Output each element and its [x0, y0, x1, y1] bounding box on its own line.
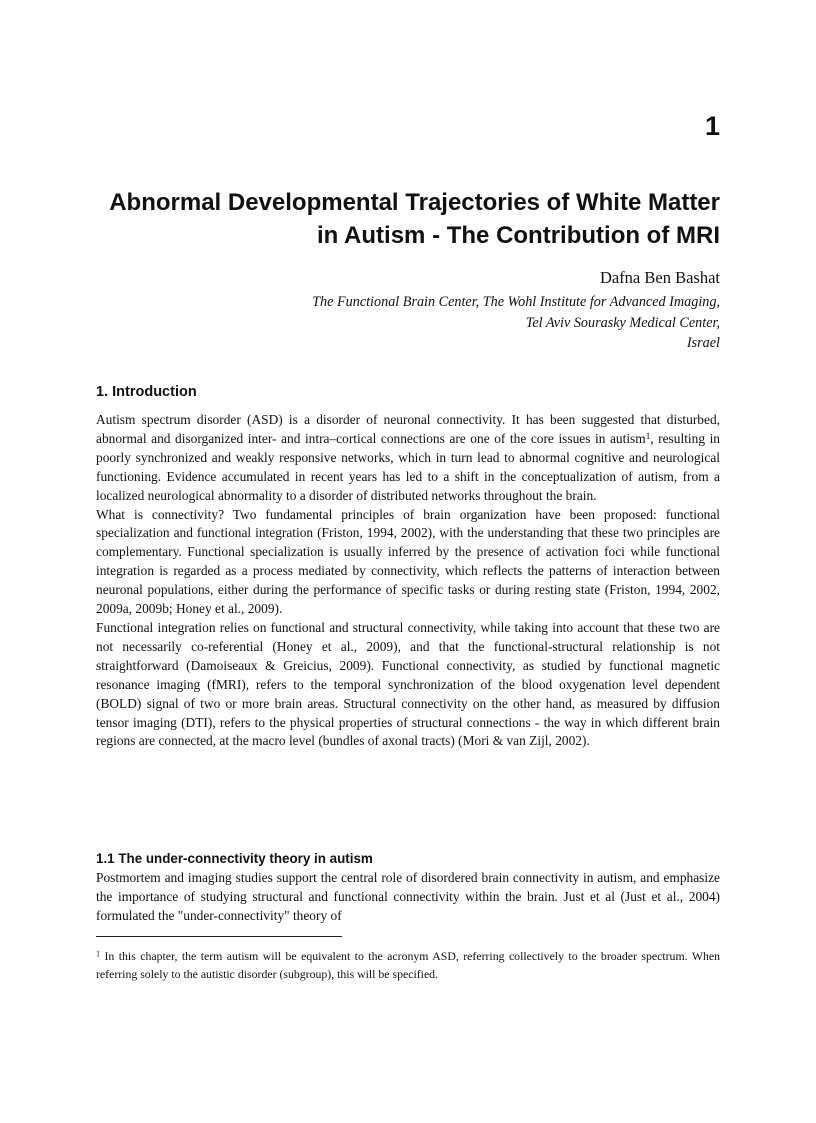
paragraph [96, 411, 720, 506]
paragraph: Functional integration relies on functional and structural connectivity, while taking into account that these two are not necessarily co-referential (Honey et al., 2009), and that the functional-structural relationship is not straightforward (Damoiseaux & Greicius, 2009). Functional connectivity, as studied by functional magnetic resonance imaging (fMRI), refers to the temporal synchronization of the blood oxygenation level dependent (BOLD) signal of two or more brain areas. Structural connectivity on the other hand, as measured by diffusion tensor imaging (DTI), refers to the physical properties of structural connections - the way in which different brain regions are connected, at the macro level (bundles of axonal tracts) (Mori & van Zijl, 2002). [96, 619, 720, 749]
chapter-title: Abnormal Developmental Trajectories of White Matter in Autism - The Contribution of MRI [109, 189, 720, 249]
footnote-marker: 1 [96, 949, 101, 959]
footnote-reference[interactable]: 1 [645, 430, 651, 441]
chapter-number: 1 [704, 111, 720, 141]
paragraph-text: , resulting in poorly synchronized and weakly responsive networks, which in turn lead to abnormal cognitive and neurological functioning. Evidence accumulated in recent years has led to a shift in the conceptualization of autism, from a localized neurological abnormality to a disorder of distributed networks throughout the brain. [96, 430, 720, 503]
introduction-body [96, 411, 720, 751]
footnote-divider [96, 936, 342, 937]
affiliation-line: The Functional Brain Center, The Wohl Institute for Advanced Imaging, [312, 294, 720, 310]
subsection-heading-under-connectivity: 1.1 The under-connectivity theory in autism [96, 851, 373, 866]
author-name: Dafna Ben Bashat [599, 268, 720, 287]
footnote [96, 948, 720, 983]
paragraph: What is connectivity? Two fundamental principles of brain organization have been proposed: functional specialization and functional integration (Friston, 1994, 2002), with the understanding that these two principles are complementary. Functional specialization is usually inferred by the presence of activation foci while functional integration is regarded as a process mediated by connectivity, which reflects the patterns of interaction between neuronal populations, either during the performance of specific tasks or during resting state (Friston, 1994, 2002, 2009a, 2009b; Honey et al., 2009). [96, 506, 720, 617]
paragraph-text: Autism spectrum disorder (ASD) is a disorder of neuronal connectivity. It has been suggested that disturbed, abnormal and disorganized inter- and intra–cortical connections are one of the core issues in autism [96, 412, 720, 446]
author-affiliation [312, 292, 720, 354]
paragraph: Postmortem and imaging studies support the central role of disordered brain connectivity in autism, and emphasize the importance of studying structural and functional connectivity within the brain. Just et al (Just et al., 2004) formulated the "under-connectivity" theory of [96, 870, 720, 923]
section-heading-introduction: 1. Introduction [96, 384, 197, 400]
affiliation-line: Tel Aviv Sourasky Medical Center, [525, 314, 720, 331]
footnote-text: In this chapter, the term autism will be equivalent to the acronym ASD, referring collectively to the broader spectrum. When referring solely to the autistic disorder (subgroup), this will be specified. [96, 949, 720, 981]
affiliation-line: Israel [686, 335, 720, 351]
